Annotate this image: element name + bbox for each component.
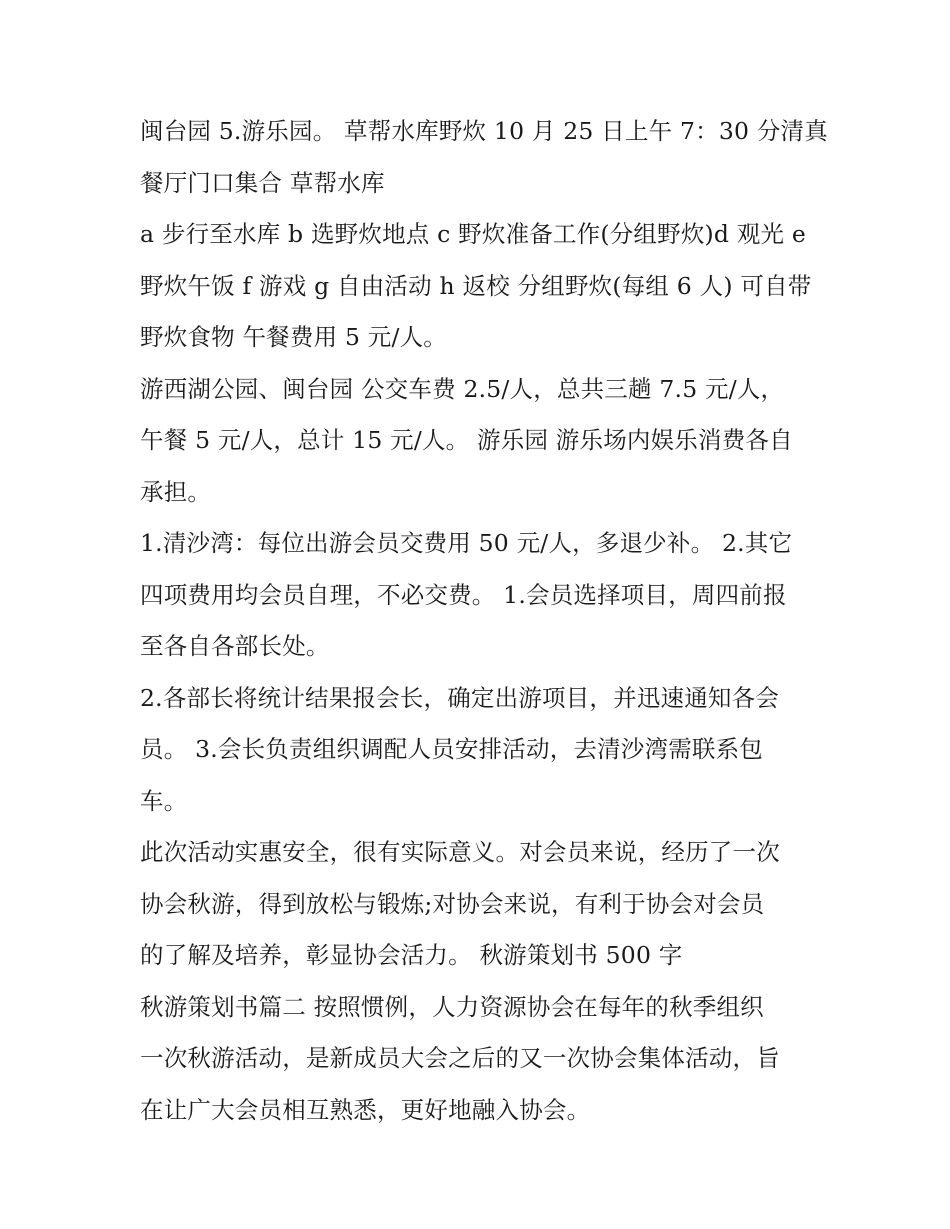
text-line: 闽台园 5.游乐园。 草帮水库野炊 10 月 25 日上午 7：30 分清真 — [140, 117, 828, 145]
text-line: a 步行至水库 b 选野炊地点 c 野炊准备工作(分组野炊)d 观光 e — [140, 220, 806, 248]
text-line: 午餐 5 元/人，总计 15 元/人。 游乐园 游乐场内娱乐消费各自 — [140, 426, 793, 454]
text-line: 游西湖公园、闽台园 公交车费 2.5/人，总共三趟 7.5 元/人， — [140, 374, 785, 403]
text-line: 秋游策划书篇二 按照惯例，人力资源协会在每年的秋季组织 — [140, 992, 764, 1021]
text-line: 野炊午饭 f 游戏 g 自由活动 h 返校 分组野炊(每组 6 人) 可自带 — [140, 271, 812, 300]
text-line: 2.各部长将统计结果报会长，确定出游项目，并迅速通知各会 — [140, 683, 780, 712]
text-line: 承担。 — [140, 477, 212, 506]
text-line: 一次秋游活动，是新成员大会之后的又一次协会集体活动，旨 — [140, 1044, 780, 1072]
text-line: 的了解及培养，彰显协会活力。 秋游策划书 500 字 — [140, 941, 683, 969]
text-line: 四项费用均会员自理，不必交费。 1.会员选择项目，周四前报 — [140, 580, 787, 609]
text-line: 车。 — [140, 786, 188, 815]
text-line: 员。 3.会长负责组织调配人员安排活动，去清沙湾需联系包 — [140, 735, 763, 763]
text-line: 1.清沙湾：每位出游会员交费用 50 元/人，多退少补。 2.其它 — [140, 529, 793, 557]
text-line: 此次活动实惠安全，很有实际意义。对会员来说，经历了一次 — [140, 838, 780, 866]
text-line: 在让广大会员相互熟悉，更好地融入协会。 — [140, 1095, 591, 1124]
text-line: 至各自各部长处。 — [140, 632, 330, 660]
text-line: 餐厅门口集合 草帮水库 — [140, 168, 385, 197]
text-line: 协会秋游，得到放松与锻炼;对协会来说，有利于协会对会员 — [140, 889, 765, 918]
text-line: 野炊食物 午餐费用 5 元/人。 — [140, 323, 447, 351]
document-body — [140, 106, 828, 1136]
